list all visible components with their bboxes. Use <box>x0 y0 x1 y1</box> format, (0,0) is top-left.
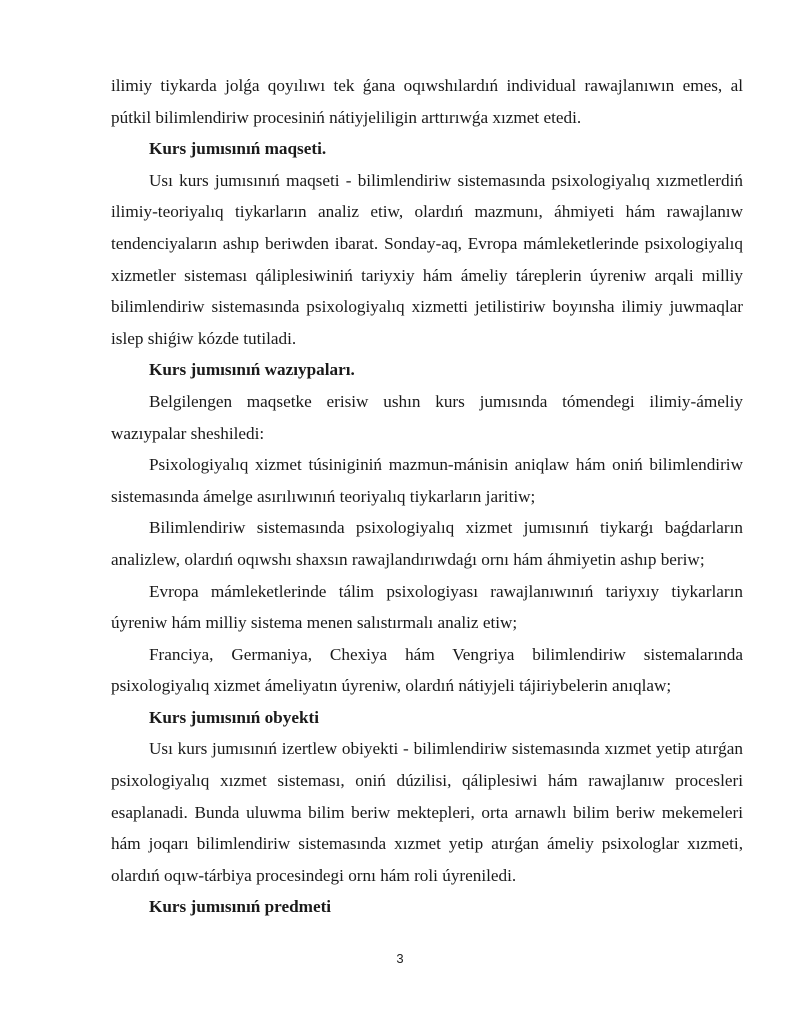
paragraph-intro-continuation: ilimiy tiykarda jolǵa qoyılıwı tek ǵana oqıwshılardıń individual rawajlanıwın emes, al pútkil bilimlendiriw procesiniń nátiyjeliligin arttırıwǵa xızmet etedi. <box>111 76 743 127</box>
heading-tasks: Kurs jumısınıń wazıypaları. <box>149 360 355 380</box>
paragraph-object: Usı kurs jumısınıń izertlew obiyekti - bilimlendiriw sistemasında xızmet yetip atırǵan psixologiyalıq xızmet sisteması, oniń dúzilisi, qáliplesiwi hám rawajlanıw procesleri esaplanadi. Bunda uluwma bilim beriw mektepleri, orta arnawlı bilim beriw mekemeleri hám joqarı bilimlendiriw sistemasında xızmet yetip atırǵan ámeliy psixologlar xızmeti, olardıń oqıw-tárbiya procesindegi ornı hám roli úyreniledi. <box>111 739 743 885</box>
paragraph-tasks-intro: Belgilengen maqsetke erisiw ushın kurs jumısında tómendegi ilimiy-ámeliy wazıypalar sheshiledi: <box>111 391 743 443</box>
paragraph-task-1: Psixologiyalıq xizmet túsiniginiń mazmun-mánisin aniqlaw hám oniń bilimlendiriw sistemasında ámelge asırılıwınıń teoriyalıq tiykarların jaritiw; <box>111 455 743 506</box>
paragraph-task-3: Evropa mámleketlerinde tálim psixologiyası rawajlanıwınıń tariyxıy tiykarların úyreniw hám milliy sistema menen salıstırmalı analiz etiw; <box>111 581 743 633</box>
document-body <box>111 70 743 923</box>
paragraph-task-2: Bilimlendiriw sistemasında psixologiyalıq xizmet jumısınıń tiykarǵı baǵdarların analizlew, olardıń oqıwshı shaxsın rawajlandırıwdaǵı ornı hám áhmiyetin ashıp beriw; <box>111 518 743 569</box>
paragraph-task-4: Franciya, Germaniya, Chexiya hám Vengriya bilimlendiriw sistemalarında psixologiyalıq xizmet ámeliyatın úyreniw, olardıń nátiyjeli tájiriybelerin anıqlaw; <box>111 644 743 696</box>
paragraph-goal: Usı kurs jumısınıń maqseti - bilimlendiriw sistemasında psixologiyalıq xızmetlerdiń ilimiy-teoriyalıq tiykarların analiz etiw, olardıń mazmunı, áhmiyeti hám rawajlanıw tendenciyaların ashıp beriwden ibarat. Sonday-aq, Evropa mámleketlerinde psixologiyalıq xizmetler sisteması qáliplesiwiniń tariyxiy hám ámeliy táreplerin úyreniw arqali milliy bilimlendiriw sistemasında psixologiyalıq xizmetti jetilistiriw boyınsha ilimiy juwmaqlar islep shiǵiw kózde tutiladi. <box>111 170 743 348</box>
heading-goal: Kurs jumısınıń maqseti. <box>149 139 327 159</box>
heading-subject: Kurs jumısınıń predmeti <box>149 897 332 917</box>
page-number: 3 <box>396 951 404 966</box>
heading-object: Kurs jumısınıń obyekti <box>149 707 320 727</box>
